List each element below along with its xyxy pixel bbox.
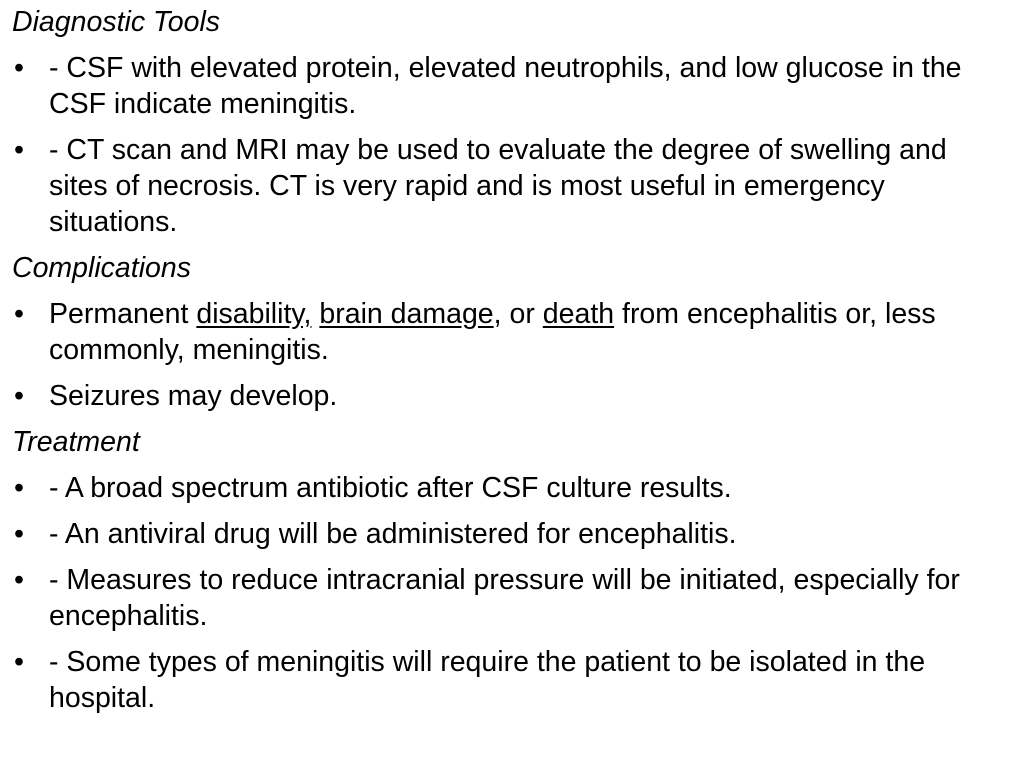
bullet-icon: • [14, 134, 24, 166]
bullet-icon: • [14, 298, 24, 330]
link-death[interactable]: death [542, 298, 615, 330]
section-heading-complications: Complications [12, 252, 191, 284]
list-item-text: - Some types of meningitis will require the patient to be isolated in the hospital. [49, 646, 926, 714]
text-segment: Permanent [49, 298, 197, 330]
list-item-text: - CT scan and MRI may be used to evaluate the degree of swelling and sites of necrosis. CT is very rapid and is most useful in emergency situations. [49, 134, 947, 238]
bullet-icon: • [14, 564, 24, 596]
bullet-icon: • [14, 380, 24, 412]
list-item [12, 132, 984, 240]
list-item [12, 644, 984, 716]
list-item-text: - An antiviral drug will be administered for encephalitis. [49, 518, 737, 550]
list-item-text: - Measures to reduce intracranial pressure will be initiated, especially for encephalitis. [49, 564, 960, 632]
text-segment: , or [493, 298, 543, 330]
list-item-text: - CSF with elevated protein, elevated neutrophils, and low glucose in the CSF indicate meningitis. [49, 52, 962, 120]
list-item [12, 470, 984, 506]
list-item [12, 296, 984, 368]
bullet-icon: • [14, 518, 24, 550]
section-heading-treatment: Treatment [12, 426, 140, 458]
list-item-text: Seizures may develop. [49, 380, 338, 412]
bullet-icon: • [14, 472, 24, 504]
complications-list [12, 296, 984, 414]
list-item-text [49, 298, 936, 366]
list-item [12, 562, 984, 634]
link-disability[interactable]: disability, [196, 298, 312, 330]
list-item-text: - A broad spectrum antibiotic after CSF culture results. [49, 472, 732, 504]
section-heading-diagnostic-tools: Diagnostic Tools [12, 6, 221, 38]
list-item [12, 516, 984, 552]
text-segment: from encephalitis or, less commonly, meningitis. [49, 298, 936, 366]
link-brain-damage[interactable]: brain damage [319, 298, 494, 330]
list-item [12, 378, 984, 414]
list-item [12, 50, 984, 122]
bullet-icon: • [14, 52, 24, 84]
treatment-list [12, 470, 984, 716]
diagnostic-tools-list [12, 50, 984, 240]
bullet-icon: • [14, 646, 24, 678]
